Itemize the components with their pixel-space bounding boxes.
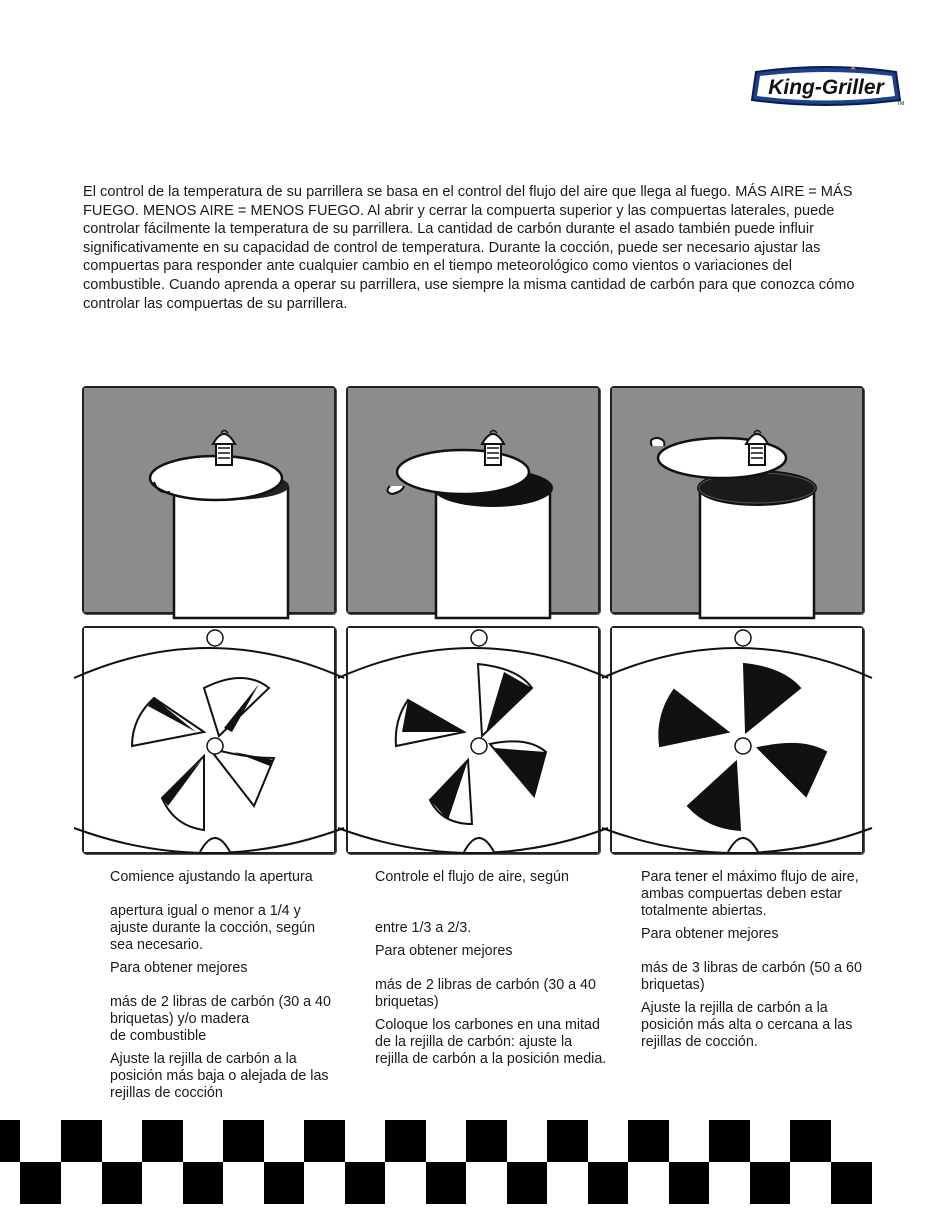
top-damper-illustration-half bbox=[348, 388, 598, 612]
caption-2-line-5: Coloque los carbones en una mitad de la rejilla de carbón: ajuste la rejilla de carbón a la posición media. bbox=[375, 1017, 607, 1067]
side-vent-panel-1 bbox=[82, 626, 336, 854]
caption-2-line-1: Controle el flujo de aire, según bbox=[375, 869, 569, 885]
caption-column-1 bbox=[110, 869, 342, 1102]
side-vent-illustration-closed bbox=[84, 628, 334, 852]
caption-1-line-5: Ajuste la rejilla de carbón a la posición más baja o alejada de las rejillas de cocción bbox=[110, 1051, 329, 1101]
logo-trademark: TM bbox=[897, 101, 905, 107]
side-vent-illustration-open bbox=[612, 628, 862, 852]
caption-3-line-1: Para tener el máximo flujo de aire, ambas compuertas deben estar totalmente abiertas. bbox=[641, 869, 859, 919]
caption-2-line-2: entre 1/3 a 2/3. bbox=[375, 920, 472, 936]
side-vent-panel-2 bbox=[346, 626, 600, 854]
top-damper-illustration-closed bbox=[84, 388, 334, 612]
checkered-footer-pattern bbox=[0, 1120, 950, 1204]
caption-3-line-4: Ajuste la rejilla de carbón a la posición más alta o cercana a las rejillas de cocción. bbox=[641, 1000, 853, 1050]
side-vent-panel-3 bbox=[610, 626, 864, 854]
intro-paragraph: El control de la temperatura de su parrillera se basa en el control del flujo del aire que llega al fuego. MÁS AIRE = MÁS FUEGO. MENOS AIRE = MENOS FUEGO. Al abrir y cerrar la compuerta superior y las compuertas laterales, puede controlar fácilmente la temperatura de su parrillera. La cantidad de carbón durante el asado también puede influir significativamente en su capacidad de control de temperatura. Durante la cocción, puede ser necesario ajustar las compuertas para responder ante cualquier cambio en el tiempo meteorológico como vientos o variaciones del combustible. Cuando aprenda a operar su parrillera, use siempre la misma cantidad de carbón para que conozca cómo controlar las compuertas de su parrillera. bbox=[83, 184, 855, 312]
king-griller-logo bbox=[750, 64, 905, 108]
caption-2-line-4: más de 2 libras de carbón (30 a 40 briquetas) bbox=[375, 977, 596, 1010]
side-vent-illustration-half bbox=[348, 628, 598, 852]
caption-1-line-1: Comience ajustando la apertura bbox=[110, 869, 313, 885]
caption-1-line-2: apertura igual o menor a 1/4 y ajuste durante la cocción, según sea necesario. bbox=[110, 903, 316, 953]
caption-2-line-3: Para obtener mejores bbox=[375, 943, 513, 959]
logo-wordmark: King-Griller bbox=[768, 76, 884, 99]
top-damper-panel-1 bbox=[82, 386, 336, 614]
caption-column-2 bbox=[375, 869, 607, 1068]
caption-1-line-3: Para obtener mejores bbox=[110, 960, 248, 976]
caption-3-line-2: Para obtener mejores bbox=[641, 926, 779, 942]
top-damper-panel-2 bbox=[346, 386, 600, 614]
top-damper-panel-3 bbox=[610, 386, 864, 614]
caption-1-line-4: más de 2 libras de carbón (30 a 40 briquetas) y/o madera de combustible bbox=[110, 994, 331, 1044]
top-damper-illustration-open bbox=[612, 388, 862, 612]
caption-column-3 bbox=[641, 869, 873, 1051]
caption-3-line-3: más de 3 libras de carbón (50 a 60 briquetas) bbox=[641, 960, 862, 993]
